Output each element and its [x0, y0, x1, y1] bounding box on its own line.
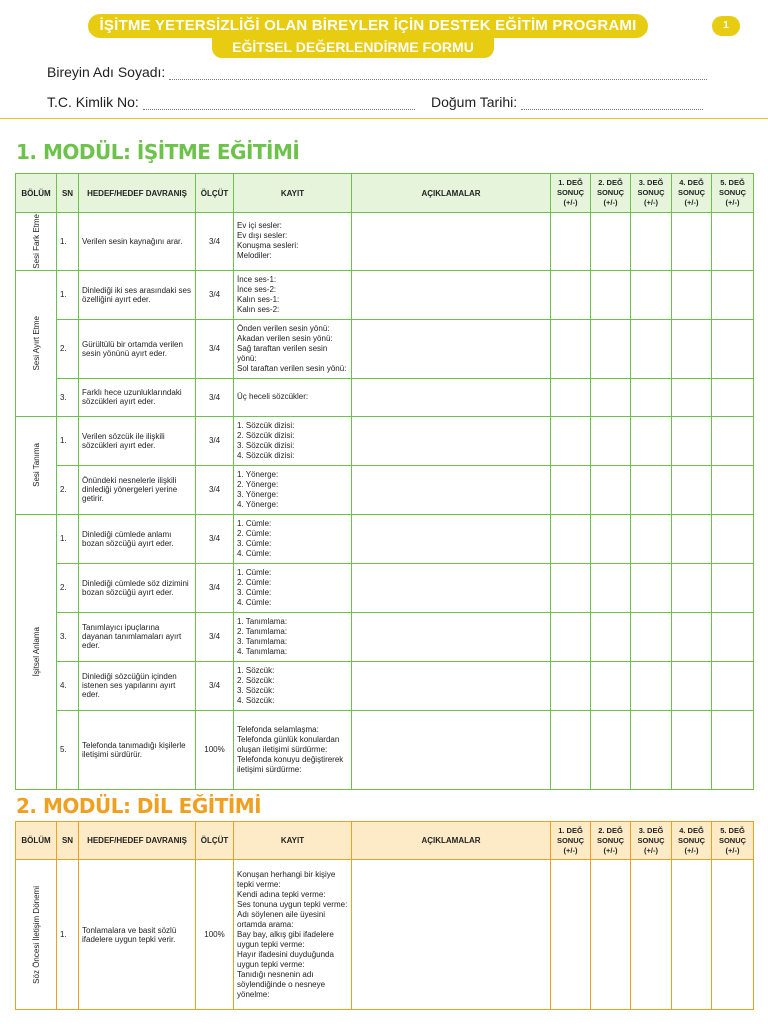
- deg-result-cell-1[interactable]: [551, 213, 591, 271]
- sn-cell: 1.: [57, 213, 79, 271]
- deg-result-cell-4[interactable]: [672, 563, 712, 612]
- deg-result-cell-3[interactable]: [631, 213, 672, 271]
- aciklama-cell[interactable]: [352, 416, 551, 465]
- kayit-item: Adı söylenen aile üyesini ortamda arama:: [237, 909, 326, 929]
- kayit-cell: [234, 416, 352, 465]
- kayit-item: 4. Yönerge:: [237, 499, 279, 509]
- hedef-cell: Farklı hece uzunluklarındaki sözcükleri ayırt eder.: [79, 378, 196, 416]
- aciklama-cell[interactable]: [352, 860, 551, 1010]
- col-deg-3: 3. DEĞ SONUÇ (+/-): [631, 174, 672, 213]
- deg-result-cell-3[interactable]: [631, 378, 672, 416]
- deg-result-cell-5[interactable]: [712, 465, 754, 514]
- deg-result-cell-1[interactable]: [551, 378, 591, 416]
- olcut-cell: 100%: [196, 860, 234, 1010]
- kayit-item: İnce ses-2:: [237, 284, 277, 294]
- sn-cell: 2.: [57, 563, 79, 612]
- deg-result-cell-2[interactable]: [591, 710, 631, 789]
- col-deg-3: 3. DEĞ SONUÇ (+/-): [631, 822, 672, 860]
- kayit-item: 4. Tanımlama:: [237, 646, 288, 656]
- sn-cell: 1.: [57, 514, 79, 563]
- section-label: Söz Öncesi İletişim Dönemi: [31, 885, 41, 984]
- kayit-item: İnce ses-1:: [237, 274, 277, 284]
- kayit-item: 2. Cümle:: [237, 577, 272, 587]
- kayit-cell: [234, 319, 352, 378]
- deg-result-cell-1[interactable]: [551, 860, 591, 1010]
- hedef-cell: Verilen sesin kaynağını arar.: [79, 213, 196, 271]
- deg-result-cell-5[interactable]: [712, 710, 754, 789]
- kayit-item: Konuşma sesleri:: [237, 241, 299, 251]
- id-label: T.C. Kimlik No:: [47, 94, 139, 110]
- aciklama-cell[interactable]: [352, 378, 551, 416]
- sn-cell: 5.: [57, 710, 79, 789]
- deg-result-cell-4[interactable]: [672, 612, 712, 661]
- name-label: Bireyin Adı Soyadı:: [47, 64, 166, 80]
- deg-result-cell-2[interactable]: [591, 563, 631, 612]
- deg-result-cell-2[interactable]: [591, 860, 631, 1010]
- col-olcut: ÖLÇÜT: [196, 822, 234, 860]
- col-olcut: ÖLÇÜT: [196, 174, 234, 213]
- table-row: [16, 860, 754, 1010]
- kayit-cell: [234, 213, 352, 271]
- col-bolum: BÖLÜM: [16, 822, 57, 860]
- deg-result-cell-2[interactable]: [591, 270, 631, 319]
- aciklama-cell[interactable]: [352, 514, 551, 563]
- deg-result-cell-4[interactable]: [672, 465, 712, 514]
- kayit-item: Üç heceli sözcükler:: [237, 392, 309, 402]
- kayit-item: 2. Yönerge:: [237, 479, 279, 489]
- form-subtitle-banner: EĞİTSEL DEĞERLENDİRME FORMU: [212, 37, 494, 58]
- deg-result-cell-5[interactable]: [712, 378, 754, 416]
- kayit-item: Bay bay, alkış gibi ifadelere uygun tepki verme:: [237, 929, 334, 949]
- kayit-cell: [234, 860, 352, 1010]
- table-row: [16, 661, 754, 710]
- deg-result-cell-3[interactable]: [631, 514, 672, 563]
- deg-result-cell-5[interactable]: [712, 860, 754, 1010]
- hedef-cell: Önündeki nesnelerle ilişkili dinlediği yönergeleri yerine getirir.: [79, 465, 196, 514]
- deg-result-cell-1[interactable]: [551, 319, 591, 378]
- deg-result-cell-3[interactable]: [631, 465, 672, 514]
- kayit-item: 4. Sözcük dizisi:: [237, 450, 295, 460]
- hedef-cell: Dinlediği sözcüğün içinden istenen ses yapılarını ayırt eder.: [79, 661, 196, 710]
- col-deg-4: 4. DEĞ SONUÇ (+/-): [672, 822, 712, 860]
- kayit-item: 3. Yönerge:: [237, 489, 279, 499]
- deg-result-cell-2[interactable]: [591, 378, 631, 416]
- col-deg-5: 5. DEĞ SONUÇ (+/-): [712, 174, 754, 213]
- kayit-item: 2. Cümle:: [237, 528, 272, 538]
- col-hedef: HEDEF/HEDEF DAVRANIŞ: [79, 174, 196, 213]
- section-cell: [16, 860, 57, 1010]
- kayit-cell: [234, 661, 352, 710]
- col-hedef: HEDEF/HEDEF DAVRANIŞ: [79, 822, 196, 860]
- kayit-item: 1. Yönerge:: [237, 469, 279, 479]
- deg-result-cell-3[interactable]: [631, 416, 672, 465]
- deg-result-cell-3[interactable]: [631, 661, 672, 710]
- hedef-cell: Tonlamalara ve basit sözlü ifadelere uygun tepki verir.: [79, 860, 196, 1010]
- olcut-cell: 3/4: [196, 563, 234, 612]
- deg-result-cell-1[interactable]: [551, 270, 591, 319]
- deg-result-cell-2[interactable]: [591, 319, 631, 378]
- olcut-cell: 3/4: [196, 416, 234, 465]
- kayit-item: 2. Tanımlama:: [237, 626, 288, 636]
- dob-field-row: [431, 94, 703, 110]
- kayit-cell: [234, 270, 352, 319]
- kayit-item: 2. Sözcük:: [237, 675, 275, 685]
- col-deg-5: 5. DEĞ SONUÇ (+/-): [712, 822, 754, 860]
- hedef-cell: Telefonda tanımadığı kişilerle iletişimi sürdürür.: [79, 710, 196, 789]
- kayit-item: 2. Sözcük dizisi:: [237, 430, 295, 440]
- aciklama-cell[interactable]: [352, 612, 551, 661]
- olcut-cell: 3/4: [196, 465, 234, 514]
- kayit-item: Ses tonuna uygun tepki verme:: [237, 899, 348, 909]
- table-row: [16, 378, 754, 416]
- kayit-item: Kendi adına tepki verme:: [237, 889, 326, 899]
- sn-cell: 3.: [57, 612, 79, 661]
- deg-result-cell-4[interactable]: [672, 378, 712, 416]
- form-title-banner: İŞİTME YETERSİZLİĞİ OLAN BİREYLER İÇİN DESTEK EĞİTİM PROGRAMI: [88, 14, 648, 38]
- hedef-cell: Dinlediği cümlede anlamı bozan sözcüğü ayırt eder.: [79, 514, 196, 563]
- col-deg-2: 2. DEĞ SONUÇ (+/-): [591, 822, 631, 860]
- kayit-item: 3. Sözcük dizisi:: [237, 440, 295, 450]
- kayit-item: 4. Sözcük:: [237, 695, 275, 705]
- deg-result-cell-4[interactable]: [672, 416, 712, 465]
- deg-result-cell-1[interactable]: [551, 416, 591, 465]
- table-row: [16, 270, 754, 319]
- olcut-cell: 100%: [196, 710, 234, 789]
- table-row: [16, 514, 754, 563]
- col-sn: SN: [57, 174, 79, 213]
- deg-result-cell-1[interactable]: [551, 563, 591, 612]
- kayit-item: 3. Sözcük:: [237, 685, 275, 695]
- sn-cell: 2.: [57, 319, 79, 378]
- page-number-badge: 1: [712, 16, 740, 36]
- kayit-item: Hayır ifadesini duyduğunda uygun tepki verme:: [237, 949, 334, 969]
- col-kayit: KAYIT: [234, 822, 352, 860]
- table-row: [16, 612, 754, 661]
- id-field-row: [47, 94, 415, 110]
- deg-result-cell-4[interactable]: [672, 514, 712, 563]
- col-deg-1: 1. DEĞ SONUÇ (+/-): [551, 822, 591, 860]
- kayit-item: 3. Cümle:: [237, 538, 272, 548]
- olcut-cell: 3/4: [196, 213, 234, 271]
- deg-result-cell-3[interactable]: [631, 612, 672, 661]
- col-aciklamalar: AÇIKLAMALAR: [352, 822, 551, 860]
- module2-header-row: [16, 822, 754, 860]
- kayit-item: Telefonda selamlaşma:: [237, 724, 319, 734]
- kayit-cell: [234, 710, 352, 789]
- table-row: [16, 319, 754, 378]
- deg-result-cell-1[interactable]: [551, 661, 591, 710]
- kayit-item: 4. Cümle:: [237, 548, 272, 558]
- table-row: [16, 710, 754, 789]
- deg-result-cell-2[interactable]: [591, 213, 631, 271]
- kayit-item: Telefonda günlük konulardan oluşan iletişimi sürdürme:: [237, 734, 340, 754]
- hedef-cell: Tanımlayıcı ipuçlarına dayanan tanımlamaları ayırt eder.: [79, 612, 196, 661]
- deg-result-cell-2[interactable]: [591, 514, 631, 563]
- olcut-cell: 3/4: [196, 514, 234, 563]
- kayit-item: 1. Tanımlama:: [237, 616, 288, 626]
- module1-table: [15, 173, 754, 790]
- olcut-cell: 3/4: [196, 661, 234, 710]
- kayit-cell: [234, 514, 352, 563]
- deg-result-cell-5[interactable]: [712, 612, 754, 661]
- deg-result-cell-3[interactable]: [631, 860, 672, 1010]
- kayit-item: Sol taraftan verilen sesin yönü:: [237, 363, 347, 373]
- col-sn: SN: [57, 822, 79, 860]
- col-bolum: BÖLÜM: [16, 174, 57, 213]
- olcut-cell: 3/4: [196, 319, 234, 378]
- hedef-cell: Gürültülü bir ortamda verilen sesin yönünü ayırt eder.: [79, 319, 196, 378]
- deg-result-cell-5[interactable]: [712, 514, 754, 563]
- sn-cell: 1.: [57, 416, 79, 465]
- dob-fill-line[interactable]: [521, 97, 703, 110]
- col-deg-2: 2. DEĞ SONUÇ (+/-): [591, 174, 631, 213]
- col-kayit: KAYIT: [234, 174, 352, 213]
- aciklama-cell[interactable]: [352, 563, 551, 612]
- deg-result-cell-2[interactable]: [591, 465, 631, 514]
- kayit-item: Sağ taraftan verilen sesin yönü:: [237, 343, 328, 363]
- section-label: İşitsel Anlama: [31, 627, 41, 677]
- dob-label: Doğum Tarihi:: [431, 94, 518, 110]
- deg-result-cell-1[interactable]: [551, 612, 591, 661]
- aciklama-cell[interactable]: [352, 710, 551, 789]
- module1-title: 1. MODÜL: İŞİTME EĞİTİMİ: [16, 140, 300, 164]
- id-fill-line[interactable]: [143, 97, 415, 110]
- deg-result-cell-2[interactable]: [591, 661, 631, 710]
- module2-body: [16, 860, 754, 1010]
- section-cell: [16, 416, 57, 514]
- kayit-item: 1. Sözcük:: [237, 665, 275, 675]
- kayit-cell: [234, 465, 352, 514]
- deg-result-cell-5[interactable]: [712, 319, 754, 378]
- section-label: Sesi Ayırt Etme: [31, 315, 41, 371]
- kayit-item: Kalın ses-2:: [237, 304, 280, 314]
- sn-cell: 3.: [57, 378, 79, 416]
- name-field-row: [47, 64, 707, 80]
- module1-header-row: [16, 174, 754, 213]
- olcut-cell: 3/4: [196, 270, 234, 319]
- deg-result-cell-4[interactable]: [672, 270, 712, 319]
- kayit-item: Ev içi sesler:: [237, 221, 282, 231]
- olcut-cell: 3/4: [196, 378, 234, 416]
- kayit-item: Önden verilen sesin yönü:: [237, 323, 330, 333]
- kayit-item: 1. Cümle:: [237, 567, 272, 577]
- kayit-item: Akadan verilen sesin yönü:: [237, 333, 333, 343]
- deg-result-cell-3[interactable]: [631, 563, 672, 612]
- sn-cell: 1.: [57, 270, 79, 319]
- kayit-item: Kalın ses-1:: [237, 294, 280, 304]
- table-row: [16, 416, 754, 465]
- deg-result-cell-4[interactable]: [672, 661, 712, 710]
- kayit-item: Telefonda konuyu değiştirerek iletişimi sürdürme:: [237, 754, 344, 774]
- section-cell: [16, 213, 57, 271]
- hedef-cell: Verilen sözcük ile ilişkili sözcükleri ayırt eder.: [79, 416, 196, 465]
- kayit-item: Tanıdığı nesnenin adı söylendiğinde o nesneye yönelme:: [237, 969, 326, 999]
- deg-result-cell-3[interactable]: [631, 710, 672, 789]
- header-divider: [0, 118, 768, 119]
- hedef-cell: Dinlediği cümlede söz dizimini bozan sözcüğü ayırt eder.: [79, 563, 196, 612]
- aciklama-cell[interactable]: [352, 661, 551, 710]
- sn-cell: 1.: [57, 860, 79, 1010]
- aciklama-cell[interactable]: [352, 270, 551, 319]
- hedef-cell: Dinlediği iki ses arasındaki ses özelliğini ayırt eder.: [79, 270, 196, 319]
- deg-result-cell-1[interactable]: [551, 465, 591, 514]
- kayit-item: Ev dışı sesler:: [237, 231, 288, 241]
- deg-result-cell-1[interactable]: [551, 710, 591, 789]
- deg-result-cell-5[interactable]: [712, 213, 754, 271]
- kayit-item: 3. Cümle:: [237, 587, 272, 597]
- olcut-cell: 3/4: [196, 612, 234, 661]
- kayit-item: Konuşan herhangi bir kişiye tepki verme:: [237, 869, 336, 889]
- deg-result-cell-5[interactable]: [712, 416, 754, 465]
- deg-result-cell-2[interactable]: [591, 416, 631, 465]
- kayit-item: Melodiler:: [237, 251, 272, 261]
- sn-cell: 4.: [57, 661, 79, 710]
- col-deg-4: 4. DEĞ SONUÇ (+/-): [672, 174, 712, 213]
- deg-result-cell-3[interactable]: [631, 270, 672, 319]
- module2-title: 2. MODÜL: DİL EĞİTİMİ: [16, 794, 262, 818]
- table-row: [16, 465, 754, 514]
- kayit-item: 4. Cümle:: [237, 597, 272, 607]
- kayit-cell: [234, 563, 352, 612]
- aciklama-cell[interactable]: [352, 319, 551, 378]
- deg-result-cell-5[interactable]: [712, 270, 754, 319]
- kayit-cell: [234, 612, 352, 661]
- kayit-item: 3. Tanımlama:: [237, 636, 288, 646]
- module1-body: [16, 213, 754, 790]
- deg-result-cell-1[interactable]: [551, 514, 591, 563]
- deg-result-cell-2[interactable]: [591, 612, 631, 661]
- section-cell: [16, 270, 57, 416]
- kayit-item: 1. Sözcük dizisi:: [237, 420, 295, 430]
- section-cell: [16, 514, 57, 789]
- deg-result-cell-5[interactable]: [712, 661, 754, 710]
- table-row: [16, 563, 754, 612]
- col-aciklamalar: AÇIKLAMALAR: [352, 174, 551, 213]
- deg-result-cell-3[interactable]: [631, 319, 672, 378]
- deg-result-cell-4[interactable]: [672, 319, 712, 378]
- deg-result-cell-4[interactable]: [672, 860, 712, 1010]
- module2-table: [15, 821, 754, 1010]
- table-row: [16, 213, 754, 271]
- section-label: Sesi Tanıma: [31, 443, 41, 488]
- aciklama-cell[interactable]: [352, 465, 551, 514]
- name-fill-line[interactable]: [169, 67, 707, 80]
- kayit-item: 1. Cümle:: [237, 518, 272, 528]
- sn-cell: 2.: [57, 465, 79, 514]
- kayit-cell: [234, 378, 352, 416]
- deg-result-cell-4[interactable]: [672, 213, 712, 271]
- aciklama-cell[interactable]: [352, 213, 551, 271]
- col-deg-1: 1. DEĞ SONUÇ (+/-): [551, 174, 591, 213]
- section-label: Sesi Fark Etme: [31, 214, 41, 269]
- deg-result-cell-5[interactable]: [712, 563, 754, 612]
- deg-result-cell-4[interactable]: [672, 710, 712, 789]
